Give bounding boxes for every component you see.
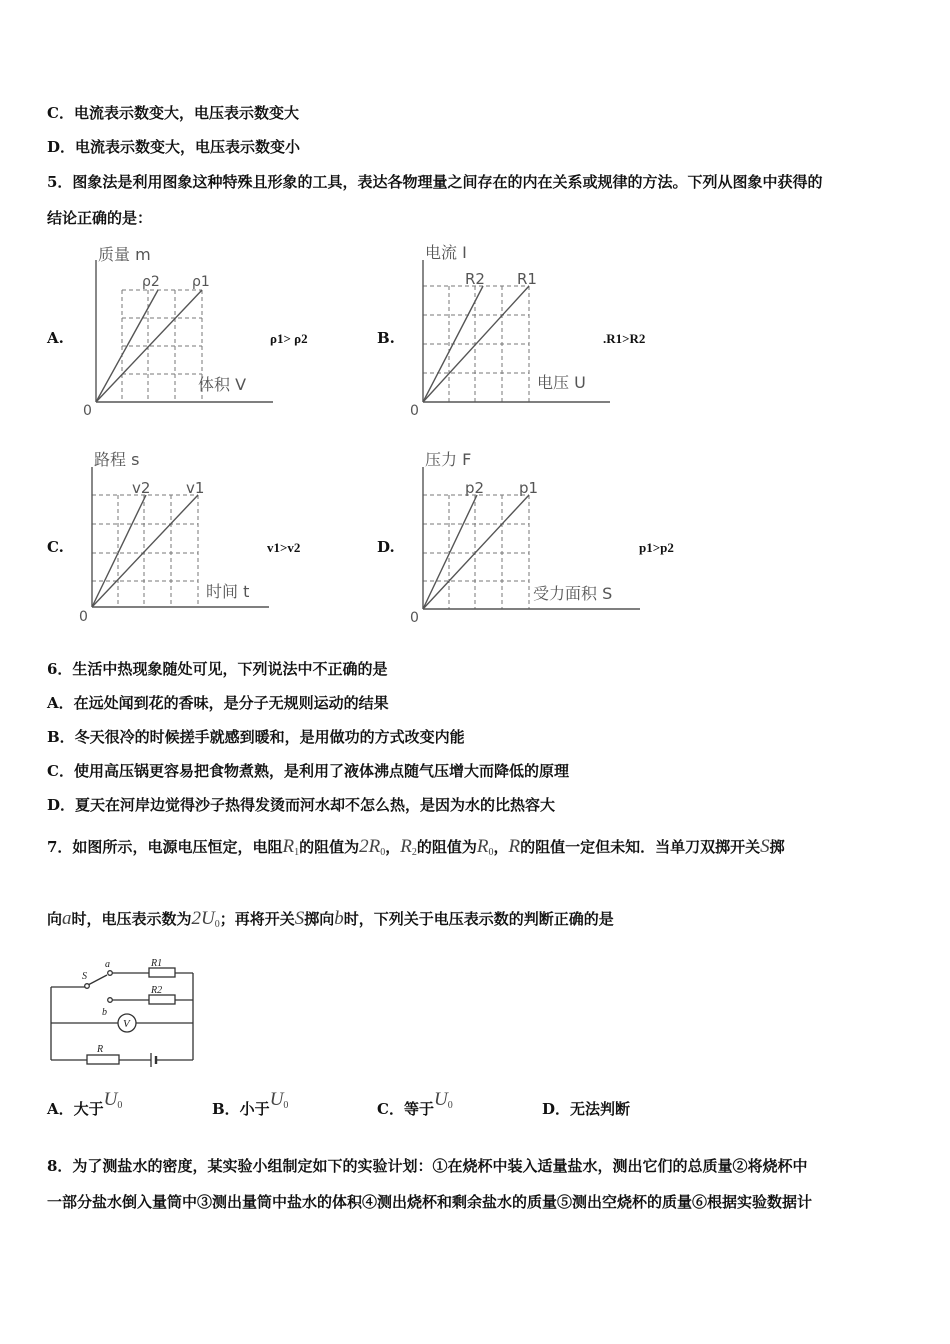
q5-graph-d (405, 447, 645, 631)
q7-choice-a: A．大于$U_0$ (47, 1089, 123, 1118)
q5-option-c-conclusion: v1>v2 (267, 540, 301, 555)
graph-a-gentle-line-label: ρ1 (192, 274, 210, 290)
q5-option-d-label: D. (377, 538, 395, 556)
q4-option-c: C．电流表示数变大，电压表示数变大 (47, 104, 299, 122)
circuit-voltmeter-label: V (123, 1018, 130, 1030)
q5-option-a-conclusion: ρ1> ρ2 (270, 331, 308, 346)
q6-option-a: A．在远处闻到花的香味，是分子无规则运动的结果 (47, 694, 389, 712)
circuit-a-label: a (105, 959, 110, 970)
q5-option-b-conclusion: .R1>R2 (603, 331, 646, 346)
q8-stem-line-1: 8．为了测盐水的密度，某实验小组制定如下的实验计划：①在烧杯中装入适量盐水，测出它们的总质量②将烧杯中 (47, 1157, 808, 1175)
q5-option-b-label: B. (377, 329, 395, 347)
graph-a-x-axis-label: 体积 V (198, 375, 247, 394)
graph-d-steep-line-label: p2 (465, 479, 485, 497)
q5-option-d-conclusion: p1>p2 (639, 540, 674, 555)
q7-choice-b: B．小于$U_0$ (212, 1089, 289, 1118)
graph-d-y-axis-label: 压力 F (425, 450, 472, 469)
q7-circuit-diagram (45, 957, 205, 1071)
graph-d-gentle-line-label: p1 (519, 479, 539, 497)
graph-c-steep-line-label: v2 (132, 479, 151, 497)
graph-c-gentle-line-label: v1 (186, 479, 205, 497)
q4-option-d: D．电流表示数变大，电压表示数变小 (47, 138, 301, 156)
q5-option-a-label: A. (47, 329, 64, 347)
circuit-r1-label: R1 (151, 958, 163, 969)
q6-option-c: C．使用高压锅更容易把食物煮熟，是利用了液体沸点随气压增大而降低的原理 (47, 762, 569, 780)
q5-graph-c (74, 447, 274, 631)
graph-b-steep-line-label: R2 (465, 270, 485, 288)
circuit-r2-label: R2 (151, 985, 163, 996)
graph-a-origin: 0 (83, 403, 92, 419)
a-symbol: a (62, 908, 72, 929)
q7-stem-line-2: 向a时，电压表示数为$2U_0$；再将开关S掷向b时，下列关于电压表示数的判断正确的是 (47, 908, 614, 930)
circuit-switch-label: S (82, 971, 87, 982)
graph-b-gentle-line-label: R1 (517, 270, 537, 288)
circuit-b-label: b (102, 1007, 107, 1018)
q5-graph-b (405, 240, 615, 424)
graph-a-steep-line-label: ρ2 (142, 274, 160, 290)
circuit-r-label: R (97, 1044, 104, 1055)
s-symbol: S (760, 836, 770, 857)
q7-choice-c: C．等于$U_0$ (377, 1089, 453, 1118)
q8-stem-line-2: 一部分盐水倒入量筒中③测出量筒中盐水的体积④测出烧杯和剩余盐水的质量⑤测出空烧杯的质量⑥根据实验数据计 (47, 1193, 813, 1211)
r-symbol: R (508, 836, 521, 857)
r1-symbol: $R_1$ (282, 836, 300, 858)
q5-stem-line-1: 5．图象法是利用图象这种特殊且形象的工具，表达各物理量之间存在的内在关系或规律的方法。下列从图象中获得的 (47, 173, 823, 191)
two-u0-symbol: $2U_0$ (191, 908, 220, 930)
q6-option-d: D．夏天在河岸边觉得沙子热得发烫而河水却不怎么热，是因为水的比热容大 (47, 796, 556, 814)
b-symbol: b (334, 908, 344, 929)
graph-c-x-axis-label: 时间 t (206, 582, 250, 601)
graph-b-y-axis-label: 电流 I (425, 243, 467, 262)
q6-stem: 6．生活中热现象随处可见，下列说法中不正确的是 (47, 660, 388, 678)
graph-c-y-axis-label: 路程 s (94, 450, 140, 469)
q5-option-c-label: C. (47, 538, 64, 556)
graph-d-origin: 0 (410, 610, 419, 626)
two-r0-symbol: $2R_0$ (359, 836, 386, 858)
graph-d-x-axis-label: 受力面积 S (533, 584, 613, 603)
q5-stem-line-2: 结论正确的是： (47, 209, 153, 227)
r2-symbol: $R_2$ (400, 836, 417, 858)
graph-b-origin: 0 (410, 403, 419, 419)
r0-symbol: $R_0$ (476, 836, 494, 858)
graph-c-origin: 0 (79, 609, 88, 625)
graph-b-x-axis-label: 电压 U (537, 373, 586, 392)
q7-choice-d: D．无法判断 (542, 1100, 631, 1118)
s-symbol-2: S (294, 908, 305, 929)
graph-a-y-axis-label: 质量 m (98, 245, 151, 264)
q7-stem-line-1: 7．如图所示，电源电压恒定，电阻$R_1$的阻值为$2R_0$，$R_2$的阻值为$R_0$，R的阻值一定但未知．当单刀双掷开关S掷 (47, 836, 785, 858)
q6-option-b: B．冬天很冷的时候搓手就感到暖和，是用做功的方式改变内能 (47, 728, 465, 746)
q5-graph-a (78, 240, 278, 424)
